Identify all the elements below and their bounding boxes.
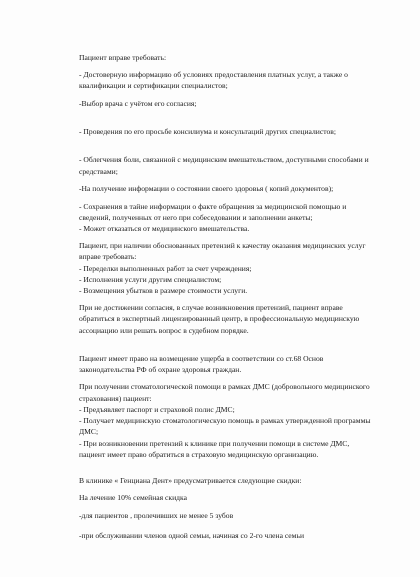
text-line: - Получает медицинскую стоматологическую помощь в рамках утвержденной программы (79, 416, 371, 425)
text-line: В клинике « Генциана Дент» предусматривается следующие скидки: (79, 476, 302, 485)
text-line: - Исполнения услуги другим специалистом; (79, 275, 222, 284)
text-line: -На получение информации о состоянии своего здоровья ( копий документов); (79, 184, 334, 193)
text-line: - Достоверную информацию об условиях предоставления платных услуг, а также о (79, 70, 348, 79)
text-line: ассоциацию или решать вопрос в судебном порядке. (79, 326, 249, 335)
text-line: сведений, полученных от него при собеседовании и заполнении анкеты; (79, 213, 313, 222)
text-line: -Выбор врача с учётом его согласия; (79, 99, 197, 108)
text-line: - Предъявляет паспорт и страховой полис ДМС; (79, 405, 235, 414)
text-line: вправе требовать: (79, 252, 137, 261)
text-line: -для пациентов , пролечивших не менее 5 зубов (79, 511, 234, 520)
text-line: пациент имеет право обратиться в страховую медицинскую организацию. (79, 450, 319, 459)
text-line: страхования) пациент: (79, 394, 152, 403)
text-line: -при обслуживании членов одной семьи, начиная со 2-го члена семьи (79, 531, 305, 540)
text-line: ДМС; (79, 427, 99, 436)
text-line: - Возмещения убытков в размере стоимости услуги. (79, 286, 248, 295)
text-line: - При возникновении претензий к клинике при получении помощи в системе ДМС, (79, 439, 350, 448)
text-line: - Облегчения боли, связанной с медицинским вмешательством, доступными способами и (79, 155, 369, 164)
text-line: При получении стоматологической помощи в рамках ДМС (добровольного медицинского (79, 382, 370, 391)
text-line: Пациент имеет право на возмещение ущерба в соответствии со ст.68 Основ (79, 354, 324, 363)
text-line: - Переделки выполненных работ за счет учреждения; (79, 264, 252, 273)
text-line: На лечение 10% семейная скидка (79, 493, 187, 502)
text-line: средствами; (79, 167, 118, 176)
text-line: - Проведения по его просьбе консилиума и консультаций других специалистов; (79, 127, 336, 136)
text-line: Пациент, при наличии обоснованных претензий к качеству оказания медицинских услуг (79, 241, 366, 250)
heading-patient-rights: Пациент вправе требовать: (79, 53, 167, 62)
text-line: При не достижении согласия, в случае возникновения претензий, пациент вправе (79, 303, 343, 312)
text-line: квалификации и сертификации специалистов; (79, 81, 228, 90)
text-line: - Сохранения в тайне информации о факте обращения за медицинской помощью и (79, 202, 347, 211)
text-line: - Может отказаться от медицинского вмешательства. (79, 224, 250, 233)
text-line: обратиться в экспертный лицензированный центр, в профессиональную медицинскую (79, 314, 360, 323)
text-line: законодательства РФ об охране здоровья граждан. (79, 365, 242, 374)
